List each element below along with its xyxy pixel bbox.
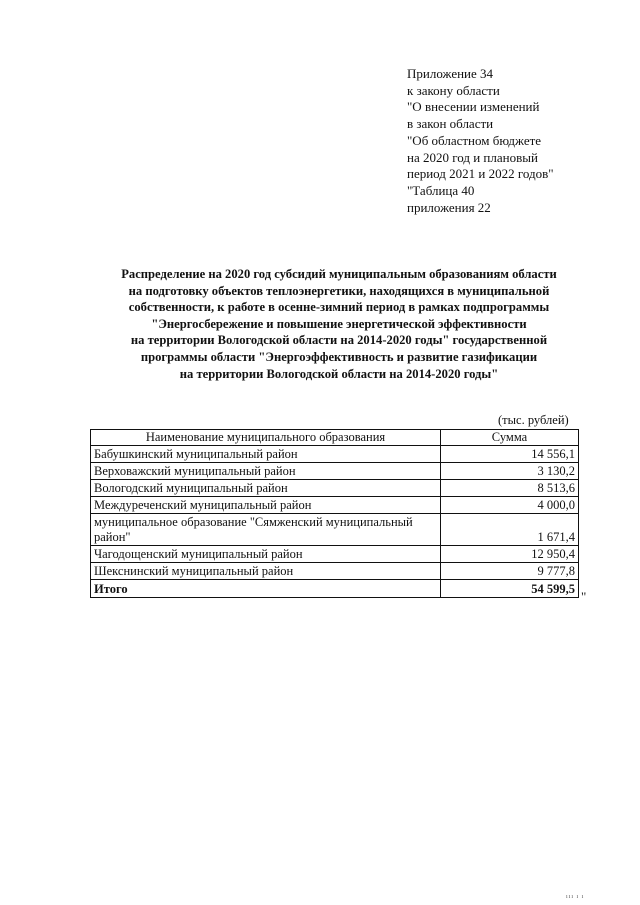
table-row: [91, 446, 579, 463]
municipality-name: Чагодощенский муниципальный район: [91, 546, 441, 563]
appendix-line: приложения 22: [407, 199, 491, 215]
table-row: [91, 497, 579, 514]
subsidy-sum: 9 777,8: [441, 563, 579, 580]
table-total-row: [91, 580, 579, 598]
municipality-name: [91, 514, 441, 546]
title-line: на территории Вологодской области на 2014-2020 годы" государственной: [130, 333, 548, 348]
title-line: Распределение на 2020 год субсидий муниципальным образованиям области: [121, 267, 557, 281]
subsidy-sum: 3 130,2: [441, 463, 579, 480]
municipality-name: Вологодский муниципальный район: [91, 480, 441, 497]
appendix-line: в закон области: [407, 116, 494, 132]
subsidy-sum: 8 513,6: [441, 480, 579, 497]
table-row: [91, 480, 579, 497]
appendix-line: к закону области: [407, 82, 500, 98]
table-row: [91, 563, 579, 580]
title-line: на подготовку объектов теплоэнергетики, находящихся в муниципальной: [128, 283, 550, 298]
appendix-reference: [407, 66, 554, 216]
municipality-name: Бабушкинский муниципальный район: [91, 446, 441, 463]
municipality-name-line: муниципальное образование "Сямженский муниципальный: [94, 515, 413, 529]
municipality-name-line: район": [94, 530, 131, 544]
total-sum: 54 599,5: [441, 580, 579, 598]
title-line: программы области "Энергоэффективность и развитие газификации: [140, 349, 538, 364]
subsidy-table: [90, 429, 579, 598]
municipality-name: Верховажский муниципальный район: [91, 463, 441, 480]
table-row: [91, 546, 579, 563]
units-label: (тыс. рублей): [498, 413, 569, 427]
subsidy-sum: 1 671,4: [441, 514, 579, 546]
subsidy-sum: 4 000,0: [441, 497, 579, 514]
table-header-row: [91, 430, 579, 446]
appendix-line: на 2020 год и плановый: [407, 149, 538, 165]
municipality-name: Междуреченский муниципальный район: [91, 497, 441, 514]
column-header-sum: Сумма: [441, 430, 579, 446]
scan-marks: ııı ı ı: [566, 894, 585, 900]
subsidy-sum: 14 556,1: [441, 446, 579, 463]
title-line: на территории Вологодской области на 2014-2020 годы": [179, 366, 499, 381]
appendix-line: период 2021 и 2022 годов": [407, 166, 554, 182]
subsidy-sum: 12 950,4: [441, 546, 579, 563]
document-title: [90, 266, 588, 382]
municipality-name: Шекснинский муниципальный район: [91, 563, 441, 580]
closing-quote-mark: ": [581, 589, 587, 604]
title-line: "Энергосбережение и повышение энергетической эффективности: [151, 316, 527, 331]
total-label: Итого: [91, 580, 441, 598]
appendix-line: "Об областном бюджете: [407, 132, 542, 148]
table-row: [91, 463, 579, 480]
column-header-name: Наименование муниципального образования: [91, 430, 441, 446]
appendix-line: Приложение 34: [407, 66, 494, 81]
appendix-line: "О внесении изменений: [407, 99, 540, 115]
title-line: собственности, к работе в осенне-зимний период в рамках подпрограммы: [128, 300, 550, 315]
appendix-line: "Таблица 40: [407, 182, 475, 198]
table-row: [91, 514, 579, 546]
